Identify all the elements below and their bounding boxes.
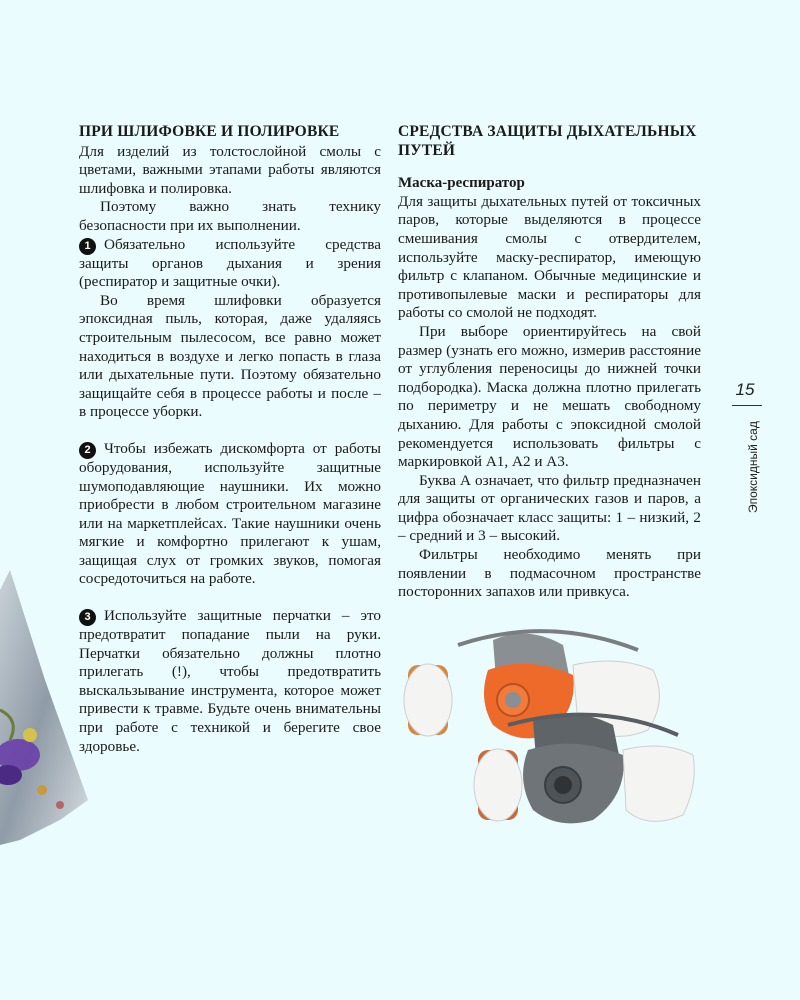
respiratory-heading: СРЕДСТВА ЗАЩИТЫ ДЫХАТЕЛЬНЫХ ПУТЕЙ: [398, 123, 697, 159]
respirator-paragraph: Для защиты дыхательных путей от токсичных паров, которые выделяются в процессе смешивания смолы с отвердителем, используйте маску-респиратор, имеющую фильтр с клапаном. Обычные медицинские и противопылевые маски и респираторы для работы со смолой не подходят.: [398, 192, 701, 322]
orange-respirator: [404, 631, 659, 738]
rule-2-paragraph: [79, 440, 381, 589]
rule-1-paragraph: [79, 236, 381, 292]
left-column: [79, 123, 381, 756]
page-number: 15: [735, 380, 755, 399]
right-column: [398, 123, 701, 602]
safety-heading: ПРИ ШЛИФОВКЕ И ПОЛИРОВКЕ: [79, 123, 340, 140]
filter-class-paragraph: Буква А означает, что фильтр предназначен для защиты от органических газов и паров, а цифра обозначает класс защиты: 1 – низкий, 2 – средний и 3 – высокий.: [398, 471, 701, 545]
respirator-masks-image: [398, 625, 698, 850]
size-paragraph: При выборе ориентируйтесь на свой размер (узнать его можно, измерив расстояние от углубления переносицы до нижней точки подбородка). Маска должна плотно прилегать по периметру и не мешать свободному дыханию. Для работы с эпоксидной смолой рекомендуется использовать фильтры с маркировкой А1, А2 и А3.: [398, 322, 701, 471]
number-2-badge: 2: [79, 442, 96, 459]
number-1-badge: 1: [79, 238, 96, 255]
rule-2-text: Чтобы избежать дискомфорта от работы оборудования, используйте защитные шумоподавляющие наушники. Их можно приобрести в любом строительном магазине или на маркетплейсах. Такие наушники очень мягкие и комфортно прилегают к ушам, защищая слух от громких звуков, помогая сосредоточиться на работе.: [79, 439, 381, 588]
dust-paragraph: Во время шлифовки образуется эпоксидная пыль, которая, даже удаляясь строительным пылесосом, все равно может находиться в воздухе и легко попасть в глаза или дыхательные пути. Поэтому обязательно защищайте себя в процессе работы и после – в процессе уборки.: [79, 291, 381, 421]
resin-flower-decoration: [0, 570, 90, 850]
rule-1-text: Обязательно используйте средства защиты органов дыхания и зрения (респиратор и защитные очки).: [79, 235, 381, 291]
respirator-subheading: Маска-респиратор: [398, 175, 525, 192]
filter-change-paragraph: Фильтры необходимо менять при появлении в подмасочном пространстве посторонних запахов или привкуса.: [398, 546, 701, 601]
intro-paragraph: Для изделий из толстослойной смолы с цветами, важными этапами работы являются шлифовка и полировка.: [79, 142, 381, 197]
technique-paragraph: Поэтому важно знать технику безопасности при их выполнении.: [79, 198, 381, 234]
rule-3-text: Используйте защитные перчатки – это предотвратит попадание пыли на руки. Перчатки обязательно должны плотно прилегать (!), чтобы предотвратить выскальзывание инструмента, которое может привести к травме. Будьте очень внимательны при работе с техникой и берегите свое здоровье.: [79, 607, 381, 755]
running-title: Эпоксидный сад: [746, 421, 760, 513]
number-3-badge: 3: [79, 609, 96, 626]
rule-3-paragraph: [79, 607, 381, 756]
